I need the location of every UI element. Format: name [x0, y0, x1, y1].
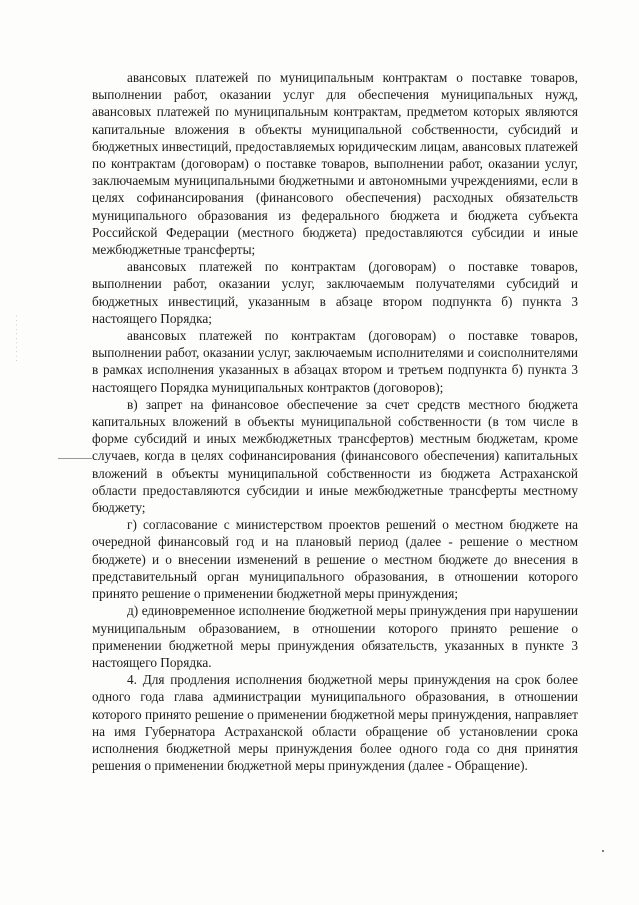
paragraph-advance-payments-municipal: авансовых платежей по муниципальным контрактам о поставке товаров, выполнении работ, оказании услуг для обеспечения муниципальных нужд, авансовых платежей по муниципальным контрактам, предметом которых являются капитальные вложения в объекты муниципальной собственности, субсидий и бюджетных инвестиций, предоставляемых юридическим лицам, авансовых платежей по контрактам (договорам) о поставке товаров, выполнении работ, оказании услуг, заключаемым муниципальными бюджетными и автономными учреждениями, если в целях софинансирования (финансового обеспечения) расходных обязательств муниципального образования из федерального бюджета и бюджета субъекта Российской Федерации (местного бюджета) предоставляются субсидии и иные межбюджетные трансферты; [92, 70, 578, 258]
margin-line [58, 458, 92, 459]
scan-artifact: · · · · · · · · · · · [12, 315, 20, 362]
paragraph-item-g: г) согласование с министерством проектов решений о местном бюджете на очередной финансовый год и на плановый период (далее - решение о местном бюджете) и о внесении изменений в решение о местном бюджете до внесения в представительный орган муниципального образования, в отношении которого принято решение о применении бюджетной меры принуждения; [92, 517, 578, 602]
paragraph-advance-payments-contractors: авансовых платежей по контрактам (договорам) о поставке товаров, выполнении работ, оказании услуг, заключаемым исполнителями и соисполнителями в рамках исполнения указанных в абзацах втором и третьем подпункта б) пункта 3 настоящего Порядка муниципальных контрактов (договоров); [92, 328, 578, 395]
document-body [92, 69, 578, 774]
paragraph-section-4: 4. Для продления исполнения бюджетной меры принуждения на срок более одного года глава администрации муниципального образования, в отношении которого принято решение о применении бюджетной меры принуждения, направляет на имя Губернатора Астраханской области обращение об установлении срока исполнения бюджетной меры принуждения более одного года со дня принятия решения о применении бюджетной меры принуждения (далее - Обращение). [92, 672, 578, 774]
paragraph-advance-payments-subsidy-recipients: авансовых платежей по контрактам (договорам) о поставке товаров, выполнении работ, оказании услуг, заключаемым получателями субсидий и бюджетных инвестиций, указанным в абзаце втором подпункта б) пункта 3 настоящего Порядка; [92, 259, 578, 326]
paragraph-item-v: в) запрет на финансовое обеспечение за счет средств местного бюджета капитальных вложений в объекты муниципальной собственности (в том числе в форме субсидий и иных межбюджетных трансфертов) местным бюджетам, кроме случаев, когда в целях софинансирования (финансового обеспечения) капитальных вложений в объекты муниципальной собственности из бюджета Астраханской области предоставляются субсидии и иные межбюджетные трансферты местному бюджету; [92, 396, 578, 516]
paragraph-item-d: д) единовременное исполнение бюджетной меры принуждения при нарушении муниципальным образованием, в отношении которого принято решение о применении бюджетной меры принуждения обязательств, указанных в пункте 3 настоящего Порядка. [92, 603, 578, 670]
page-speck [602, 850, 604, 852]
